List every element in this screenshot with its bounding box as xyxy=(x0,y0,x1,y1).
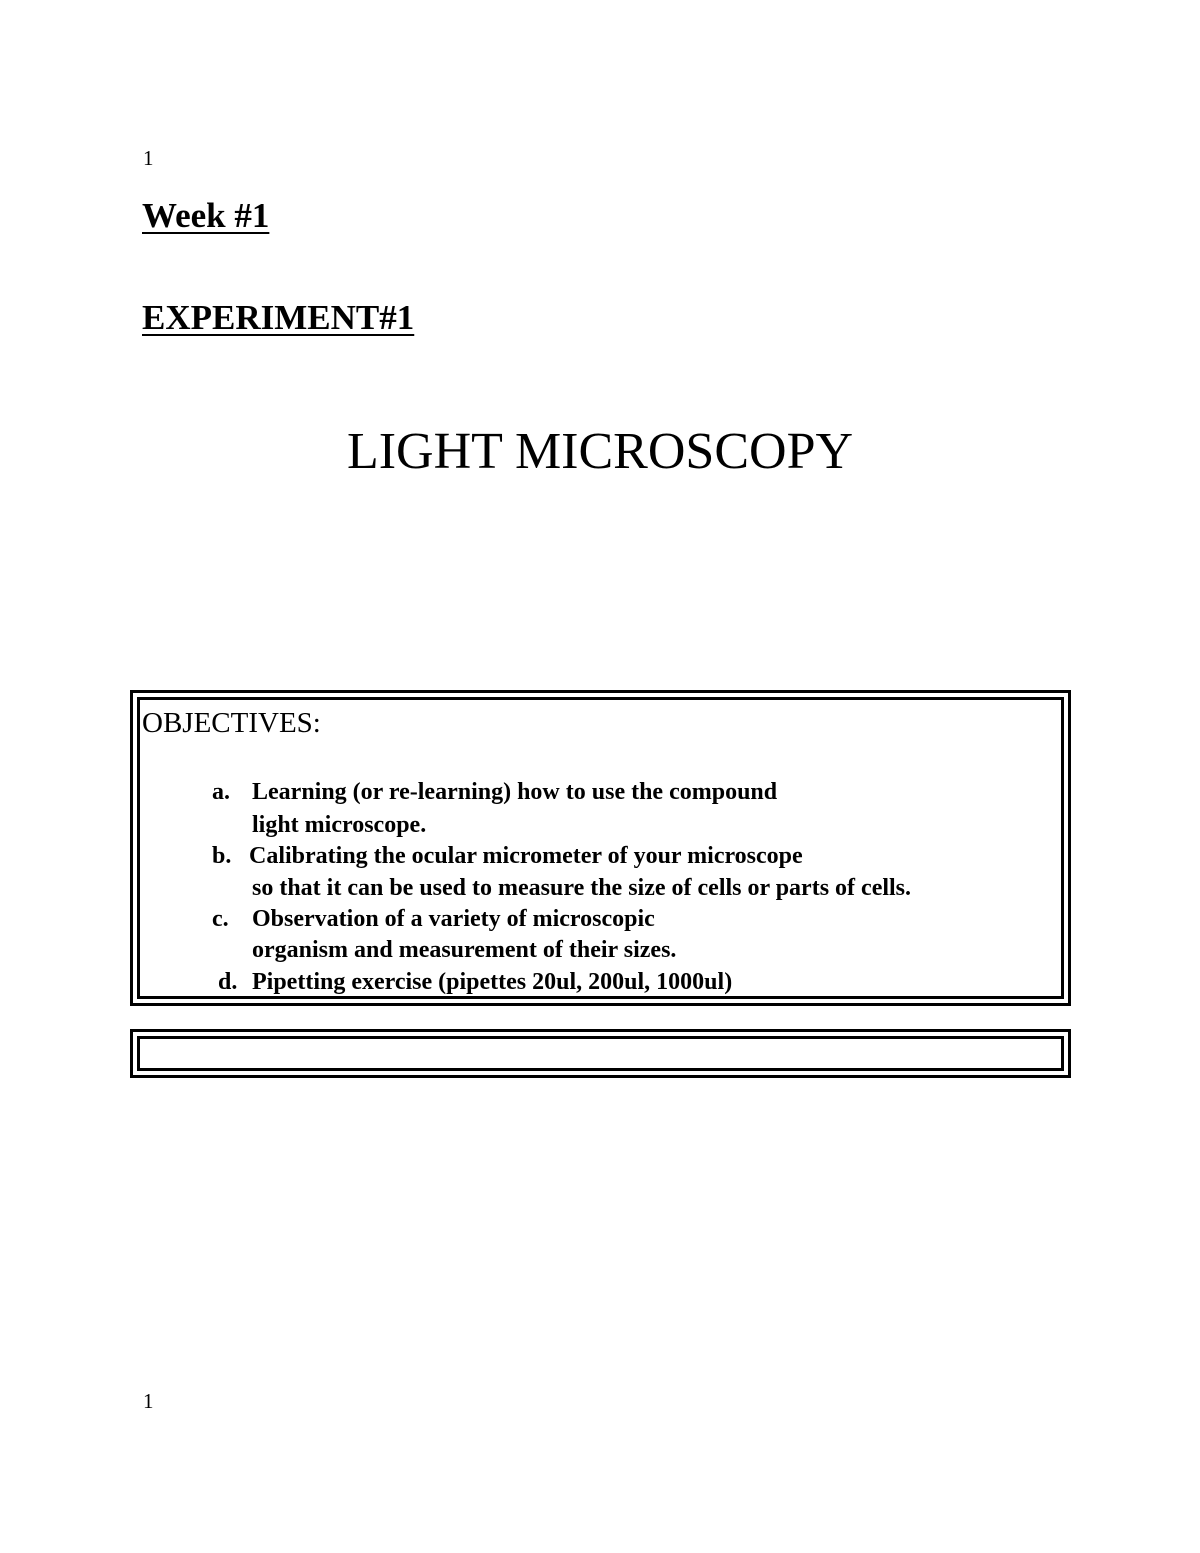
objectives-label: OBJECTIVES: xyxy=(142,707,321,739)
objective-b-marker: b. xyxy=(212,843,232,869)
objective-d-marker: d. xyxy=(218,969,238,995)
objective-a-line1: Learning (or re-learning) how to use the compound xyxy=(252,779,778,805)
week-heading: Week #1 xyxy=(142,196,270,235)
empty-box-inner-border xyxy=(137,1036,1064,1071)
objective-d-line1: Pipetting exercise (pipettes 20ul, 200ul, 1000ul) xyxy=(252,969,733,995)
experiment-heading: EXPERIMENT#1 xyxy=(142,298,415,337)
empty-box xyxy=(130,1029,1071,1078)
footer-page-number: 1 xyxy=(143,1389,154,1413)
objective-c-marker: c. xyxy=(212,906,229,932)
objective-b-line1: Calibrating the ocular micrometer of your microscope xyxy=(249,843,803,869)
objective-c-line1: Observation of a variety of microscopic xyxy=(252,906,655,932)
objective-b-line2: so that it can be used to measure the size of cells or parts of cells. xyxy=(252,875,912,901)
objective-a-line2: light microscope. xyxy=(252,812,427,838)
header-page-number: 1 xyxy=(143,146,154,170)
objective-c-line2: organism and measurement of their sizes. xyxy=(252,937,677,963)
objective-a-marker: a. xyxy=(212,779,230,805)
page-title: LIGHT MICROSCOPY xyxy=(346,423,854,480)
